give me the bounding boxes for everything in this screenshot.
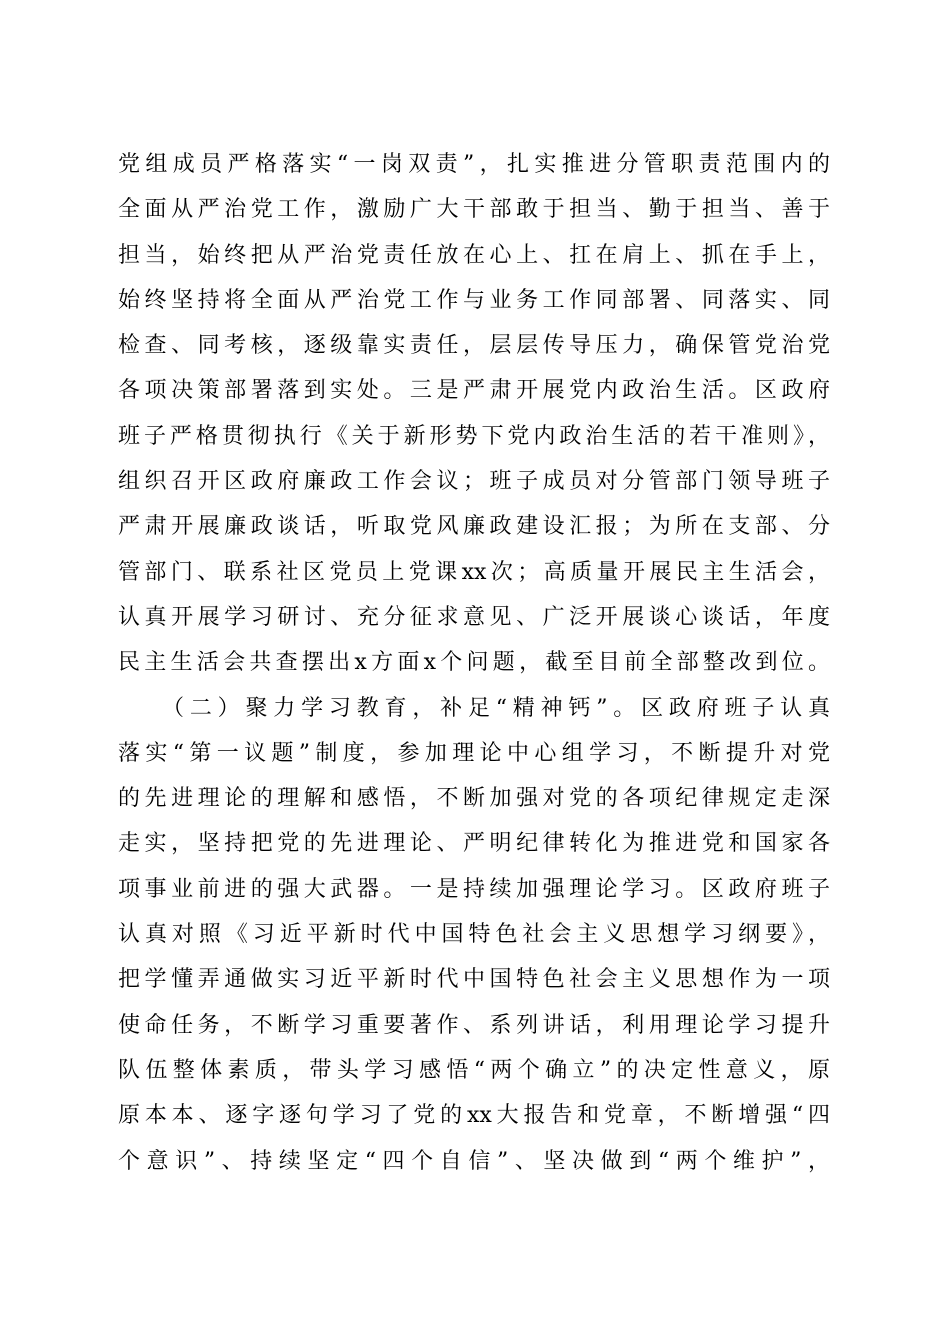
text-line: 把学懂弄通做实习近平新时代中国特色社会主义思想作为一项 (118, 967, 830, 993)
text-line: 民主生活会共查摆出x方面x个问题，截至目前全部整改到位。 (118, 650, 830, 676)
text-line: 管部门、联系社区党员上党课xx次；高质量开展民主生活会， (118, 559, 830, 585)
text-line: 检查、同考核，逐级靠实责任，层层传导压力，确保管党治党 (118, 333, 830, 359)
text-line: 个意识”、持续坚定“四个自信”、坚决做到“两个维护”， (118, 1148, 830, 1174)
text-line: 原本本、逐字逐句学习了党的xx大报告和党章，不断增强“四 (118, 1103, 830, 1129)
text-line: 认真开展学习研讨、充分征求意见、广泛开展谈心谈话，年度 (118, 604, 830, 630)
text-line: 始终坚持将全面从严治党工作与业务工作同部署、同落实、同 (118, 287, 830, 313)
text-line: 班子严格贯彻执行《关于新形势下党内政治生活的若干准则》， (118, 423, 830, 449)
section-heading-line: （二）聚力学习教育，补足“精神钙”。区政府班子认真 (162, 695, 830, 721)
text-line: 各项决策部署落到实处。三是严肃开展党内政治生活。区政府 (118, 378, 830, 404)
text-line: 队伍整体素质，带头学习感悟“两个确立”的决定性意义，原 (118, 1057, 830, 1083)
text-line: 组织召开区政府廉政工作会议；班子成员对分管部门领导班子 (118, 469, 830, 495)
text-line: 项事业前进的强大武器。一是持续加强理论学习。区政府班子 (118, 876, 830, 902)
text-line: 党组成员严格落实“一岗双责”，扎实推进分管职责范围内的 (118, 152, 830, 177)
text-line: 使命任务，不断学习重要著作、系列讲话，利用理论学习提升 (118, 1012, 830, 1038)
text-line: 严肃开展廉政谈话，听取党风廉政建设汇报；为所在支部、分 (118, 514, 830, 540)
text-line: 担当，始终把从严治党责任放在心上、扛在肩上、抓在手上， (118, 242, 830, 268)
text-line: 全面从严治党工作，激励广大干部敢于担当、勤于担当、善于 (118, 197, 830, 223)
text-line: 走实，坚持把党的先进理论、严明纪律转化为推进党和国家各 (118, 831, 830, 857)
text-line: 落实“第一议题”制度，参加理论中心组学习，不断提升对党 (118, 740, 830, 766)
text-line: 认真对照《习近平新时代中国特色社会主义思想学习纲要》， (118, 922, 830, 948)
body-text (118, 142, 830, 1184)
text-line: 的先进理论的理解和感悟，不断加强对党的各项纪律规定走深 (118, 786, 830, 812)
